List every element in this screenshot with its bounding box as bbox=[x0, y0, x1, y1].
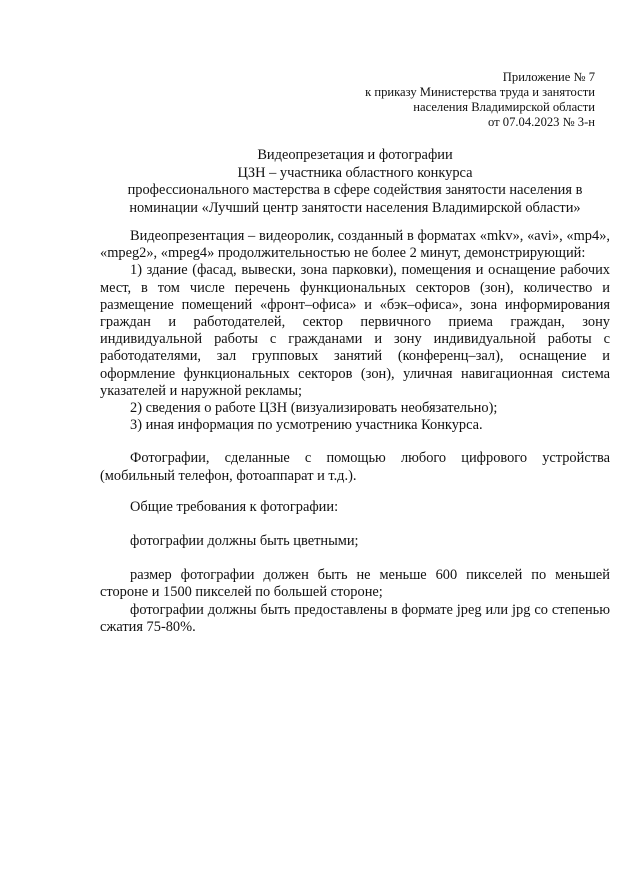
heading-line-3: профессионального мастерства в сфере содействия занятости населения в bbox=[127, 182, 583, 198]
list-item-2: 2) сведения о работе ЦЗН (визуализировать необязательно); bbox=[130, 400, 498, 417]
appendix-title: Приложение № 7 bbox=[502, 70, 595, 84]
appendix-header bbox=[340, 70, 595, 130]
list-item-1: 1) здание (фасад, вывески, зона парковки), помещения и оснащение рабочих мест, в том числе перечень функциональных секторов (зон), количество и размещение помещений «фронт–офиса» и «бэк–офиса», зона информирования граждан и работодателей, сектор первичного приема граждан, зону индивидуальной работы с гражданами и зону индивидуальной работы с работодателями, зал групповых занятий (конференц–зал), оснащение и оформление функциональных секторов (зон), уличная навигационная система указателей и наружной рекламы; bbox=[100, 262, 610, 399]
document-body bbox=[100, 228, 610, 636]
list-item-3: 3) иная информация по усмотрению участника Конкурса. bbox=[130, 417, 483, 434]
appendix-order-ref: к приказу Министерства труда и занятости bbox=[365, 85, 595, 99]
photo-color-requirement: фотографии должны быть цветными; bbox=[130, 533, 359, 550]
photo-requirements-heading: Общие требования к фотографии: bbox=[130, 498, 339, 515]
heading-line-4: номинации «Лучший центр занятости населения Владимирской области» bbox=[129, 199, 581, 216]
photo-format-requirement: фотографии должны быть предоставлены в формате jpeg или jpg со степенью сжатия 75-80%. bbox=[100, 601, 610, 635]
appendix-date: от 07.04.2023 № 3-н bbox=[488, 115, 595, 129]
photo-size-requirement: размер фотографии должен быть не меньше 600 пикселей по меньшей стороне и 1500 пикселей по большей стороне; bbox=[100, 567, 610, 601]
document-heading bbox=[100, 147, 610, 217]
photo-definition-paragraph: Фотографии, сделанные с помощью любого цифрового устройства (мобильный телефон, фотоаппарат и т.д.). bbox=[100, 450, 610, 484]
heading-line-1: Видеопрезетация и фотографии bbox=[257, 147, 453, 163]
video-definition-paragraph: Видеопрезентация – видеоролик, созданный в форматах «mkv», «avi», «mp4», «mpeg2», «mpeg4» продолжительностью не более 2 минут, демонстрирующий: bbox=[100, 228, 610, 262]
appendix-region: населения Владимирской области bbox=[413, 100, 595, 114]
heading-line-2: ЦЗН – участника областного конкурса bbox=[237, 164, 473, 181]
